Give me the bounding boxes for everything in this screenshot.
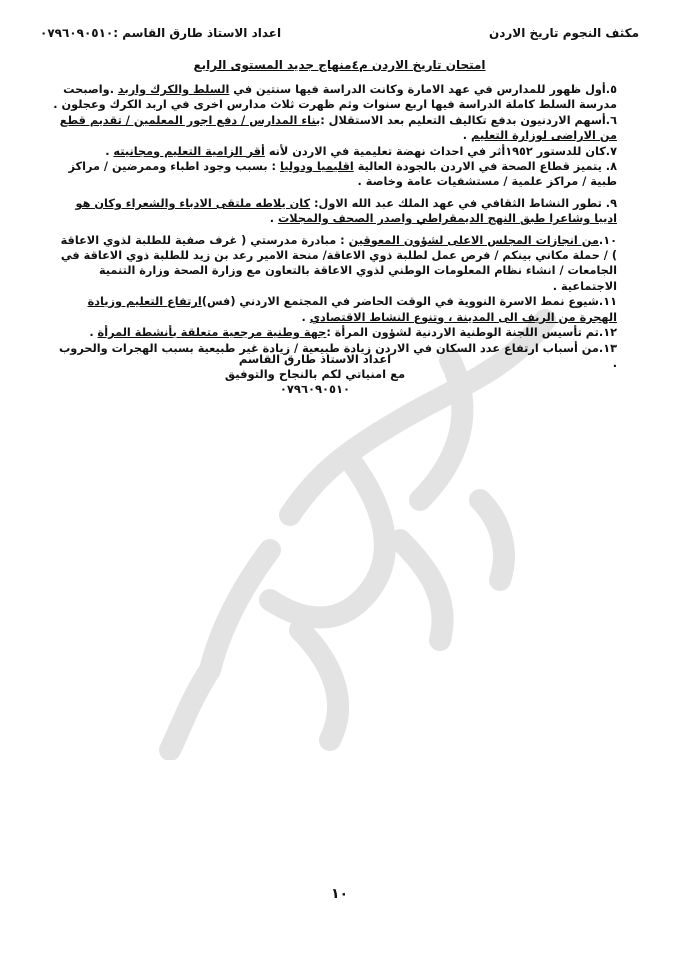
list-item: ٧.كان للدستور ١٩٥٢أثر في احداث نهضة تعليمية في الاردن لأنه أقر الزامية التعليم ومجانيته . <box>105 144 617 158</box>
header-author: اعداد الاستاذ طارق القاسم :٠٧٩٦٠٩٠٥١٠ <box>40 26 282 40</box>
list-item: ١٣.من أسباب ارتفاع عدد السكان في الاردن زيادة طبيعية / زيادة غير طبيعية بسبب الهجرات والحروب . <box>58 341 617 370</box>
signature-name: اعداد الاستاذ طارق القاسم <box>238 352 392 366</box>
list-item: ٦.أسهم الاردنيون بدفع تكاليف التعليم بعد الاستقلال :بناء المدارس / دفع اجور المعلمين / تقديم قطع من الاراضى لوزارة التعليم . <box>59 113 617 143</box>
list-item: ٥.أول ظهور للمدارس في عهد الامارة وكانت الدراسة فيها سنتين في السلط والكرك واربد .واصبحت مدرسة السلط كاملة الدراسة فيها اربع سنوات وثم ظهرت ثلاث مدارس اخرى في اربد الكرك وعجلون . <box>53 83 617 112</box>
signature-wish: مع امنياتي لكم بالنجاح والتوفيق <box>224 367 406 381</box>
exam-subtitle: امتحان تاريخ الاردن م٤منهاج جديد المستوى الرابع <box>193 58 486 72</box>
list-item: ١١.شيوع نمط الاسرة النووية في الوقت الحاضر في المجتمع الاردني (فس)ارتفاع التعليم وزيادة الهجرة من الريف الى المدينة ، وتنوع النشاط الاقتصادي . <box>87 295 617 324</box>
list-item: ٩. تطور النشاط الثقافي في عهد الملك عبد الله الاول: كان يلاطه ملتقى الادباء والشعراء وكان هو اديبا وشاعرا طبق النهج الديمقراطي واصدر الصحف والمجلات . <box>75 196 617 226</box>
question-list <box>52 82 617 371</box>
list-item: ١٢.تم تأسيس اللجنة الوطنية الاردنية لشؤون المرأة :جهة وطنية مرجعية متعلقة بأنشطة المرأة . <box>89 326 617 340</box>
signature-phone: ٠٧٩٦٠٩٠٥١٠ <box>279 382 351 396</box>
page-number: ١٠ <box>330 886 349 902</box>
list-item: ٨. يتميز قطاع الصحة في الاردن بالجودة العالية اقليميا ودوليا : بسبب وجود اطباء وممرضين / مراكز طبية / مراكز علمية / مستشفيات عامة وخاصة . <box>68 160 617 189</box>
header-title: مكثف النجوم تاريخ الاردن <box>488 26 639 40</box>
list-item: ١٠.من انجازات المجلس الاعلى لشؤون المعوقين : مبادرة مدرستي ( غرف صفية للطلبة لذوي الاعاقة ) / حملة مكاني بينكم / فرص عمل لطلبة ذوي الاعاقة/ منحة الامير رعد بن زيد للطلبة ذوي الاعاقة في الجامعات / انشاء نظام المعلومات الوطني لذوي الاعاقة بالتعاون مع وزارة الصحة وزارة التنمية الاجتماعية . <box>60 233 617 293</box>
page-header <box>40 26 639 40</box>
author-signature-block <box>200 352 430 397</box>
